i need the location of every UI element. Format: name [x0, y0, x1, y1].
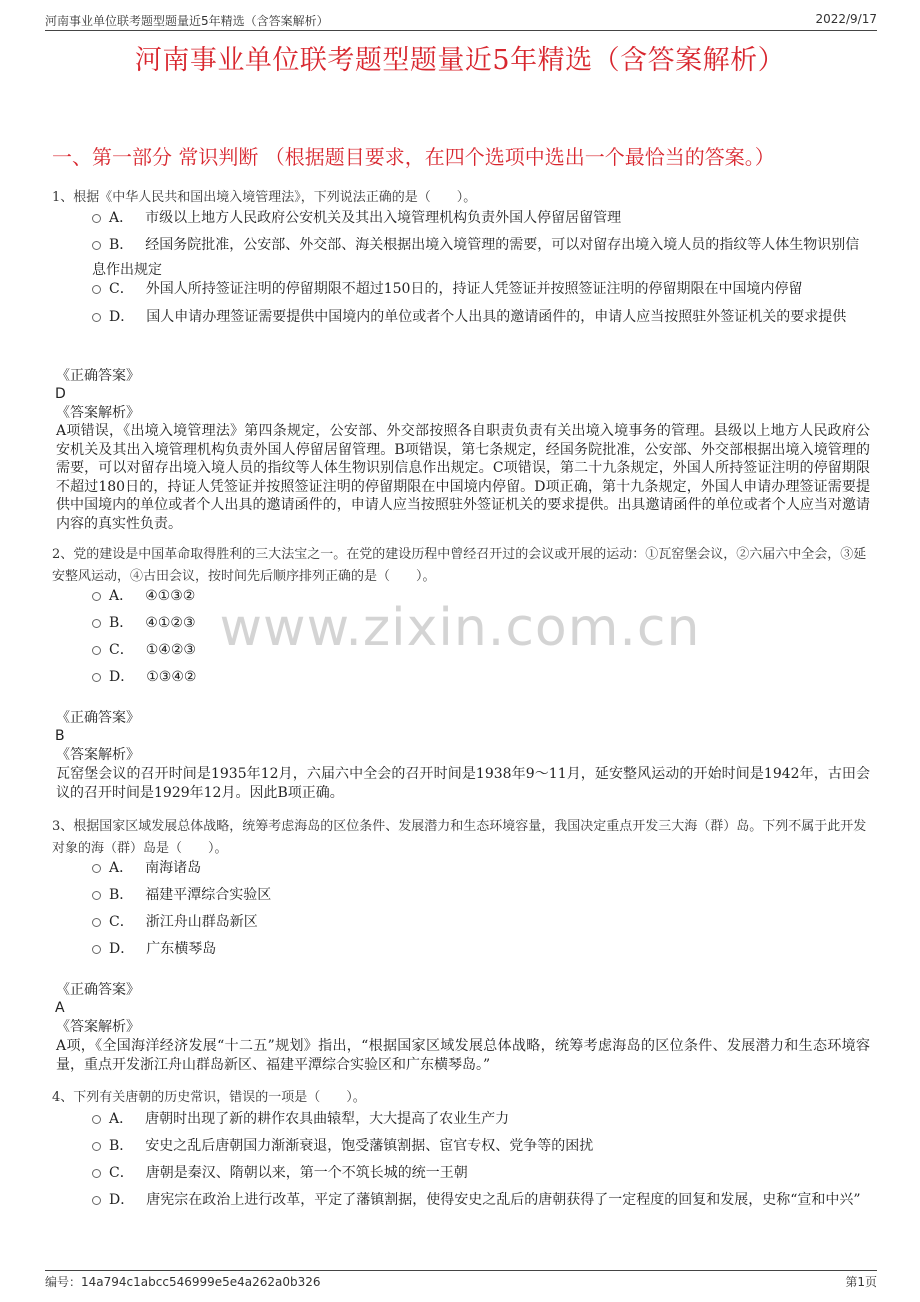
radio-icon[interactable]	[92, 673, 101, 682]
radio-icon[interactable]	[92, 891, 101, 900]
watermark: www.zixin.com.cn	[219, 598, 701, 658]
option[interactable]: B． 福建平潭综合实验区	[92, 883, 870, 908]
option[interactable]: D． 国人申请办理签证需要提供中国境内的单位或者个人出具的邀请函件的，申请人应当按照驻外签证机关的要求提供	[92, 305, 870, 330]
answer-value: A	[55, 1000, 65, 1016]
option[interactable]: C． 唐朝是秦汉、隋朝以来，第一个不筑长城的统一王朝	[92, 1161, 870, 1186]
option[interactable]: D． 广东横琴岛	[92, 937, 870, 962]
question-stem: 4、下列有关唐朝的历史常识，错误的一项是（ ）。	[52, 1090, 366, 1105]
footer-code: 14a794c1abcc546999e5e4a262a0b326	[81, 1275, 321, 1289]
header-date: 2022/9/17	[815, 12, 877, 26]
answer-label: 《正确答案》	[56, 368, 140, 384]
explanation-label: 《答案解析》	[56, 1019, 140, 1035]
answer-value: D	[55, 386, 66, 402]
radio-icon[interactable]	[92, 285, 101, 294]
option[interactable]: A． ④①③②	[92, 584, 870, 609]
header-doc-title: 河南事业单位联考题型题量近5年精选（含答案解析）	[45, 14, 329, 28]
radio-icon[interactable]	[92, 619, 101, 628]
radio-icon[interactable]	[92, 1196, 101, 1205]
footer-code-label: 编号：	[45, 1275, 82, 1289]
option[interactable]: B． ④①②③	[92, 611, 870, 636]
option[interactable]: A． 唐朝时出现了新的耕作农具曲辕犁，大大提高了农业生产力	[92, 1107, 870, 1132]
option[interactable]: D． ①③④②	[92, 665, 870, 690]
radio-icon[interactable]	[92, 646, 101, 655]
question-stem: 1、根据《中华人民共和国出境入境管理法》，下列说法正确的是（ ）。	[52, 190, 477, 205]
radio-icon[interactable]	[92, 945, 101, 954]
explanation-text: A项，《全国海洋经济发展“十二五”规划》指出，“根据国家区域发展总体战略，统筹考虑海岛的区位条件、发展潜力和生态环境容量，重点开发浙江舟山群岛新区、福建平潭综合实验区和广东横琴岛。”	[56, 1038, 870, 1073]
option[interactable]: C． ①④②③	[92, 638, 870, 663]
question-stem: 2、党的建设是中国革命取得胜利的三大法宝之一。在党的建设历程中曾经召开过的会议或开展的运动：①瓦窑堡会议，②六届六中全会，③延安整风运动，④古田会议，按时间先后顺序排列正确的是（ ）。	[52, 547, 867, 584]
radio-icon[interactable]	[92, 214, 101, 223]
radio-icon[interactable]	[92, 592, 101, 601]
option[interactable]: B． 经国务院批准，公安部、外交部、海关根据出境入境管理的需要，可以对留存出境入境人员的指纹等人体生物识别信息作出规定	[92, 237, 860, 278]
document-title: 河南事业单位联考题型题量近5年精选（含答案解析）	[134, 45, 786, 76]
radio-icon[interactable]	[92, 1142, 101, 1151]
question-stem: 3、根据国家区域发展总体战略，统筹考虑海岛的区位条件、发展潜力和生态环境容量，我国决定重点开发三大海（群）岛。下列不属于此开发对象的海（群）岛是（ ）。	[52, 819, 867, 856]
radio-icon[interactable]	[92, 918, 101, 927]
option[interactable]: A． 南海诸岛	[92, 856, 870, 881]
page-number: 第1页	[845, 1275, 877, 1289]
option[interactable]: A． 市级以上地方人民政府公安机关及其出入境管理机构负责外国人停留居留管理	[92, 206, 870, 231]
option[interactable]: D． 唐宪宗在政治上进行改革，平定了藩镇割据，使得安史之乱后的唐朝获得了一定程度的回复和发展，史称“宣和中兴”	[92, 1188, 870, 1213]
radio-icon[interactable]	[92, 313, 101, 322]
option[interactable]: C． 浙江舟山群岛新区	[92, 910, 870, 935]
section-title: 一、第一部分 常识判断 （根据题目要求，在四个选项中选出一个最恰当的答案。）	[52, 145, 775, 169]
explanation-label: 《答案解析》	[56, 747, 140, 763]
answer-label: 《正确答案》	[56, 982, 140, 998]
answer-value: B	[55, 728, 65, 744]
radio-icon[interactable]	[92, 1169, 101, 1178]
option[interactable]: B． 安史之乱后唐朝国力渐渐衰退，饱受藩镇割据、宦官专权、党争等的困扰	[92, 1134, 870, 1159]
radio-icon[interactable]	[92, 241, 101, 250]
explanation-text: A项错误，《出境入境管理法》第四条规定，公安部、外交部按照各自职责负责有关出境入境事务的管理。县级以上地方人民政府公安机关及其出入境管理机构负责外国人停留居留管理。B项错误，第七条规定，经国务院批准，公安部、外交部根据出境入境管理的需要，可以对留存出境入境人员的指纹等人体生物识别信息作出规定。C项错误，第二十九条规定，外国人所持签证注明的停留期限不超过180日的，持证人凭签证并按照签证注明的停留期限在中国境内停留。D项正确，第十九条规定，外国人申请办理签证需要提供中国境内的单位或者个人出具的邀请函件的，申请人应当按照驻外签证机关的要求提供。出具邀请函件的单位或者个人应当对邀请内容的真实性负责。	[56, 423, 870, 532]
page-footer	[45, 1270, 877, 1290]
option[interactable]: C． 外国人所持签证注明的停留期限不超过150日的，持证人凭签证并按照签证注明的停留期限在中国境内停留	[92, 277, 870, 302]
answer-label: 《正确答案》	[56, 710, 140, 726]
radio-icon[interactable]	[92, 1115, 101, 1124]
explanation-label: 《答案解析》	[56, 405, 140, 421]
page-header	[45, 12, 877, 31]
explanation-text: 瓦窑堡会议的召开时间是1935年12月，六届六中全会的召开时间是1938年9～11月，延安整风运动的开始时间是1942年，古田会议的召开时间是1929年12月。因此B项正确。	[56, 766, 870, 801]
radio-icon[interactable]	[92, 864, 101, 873]
